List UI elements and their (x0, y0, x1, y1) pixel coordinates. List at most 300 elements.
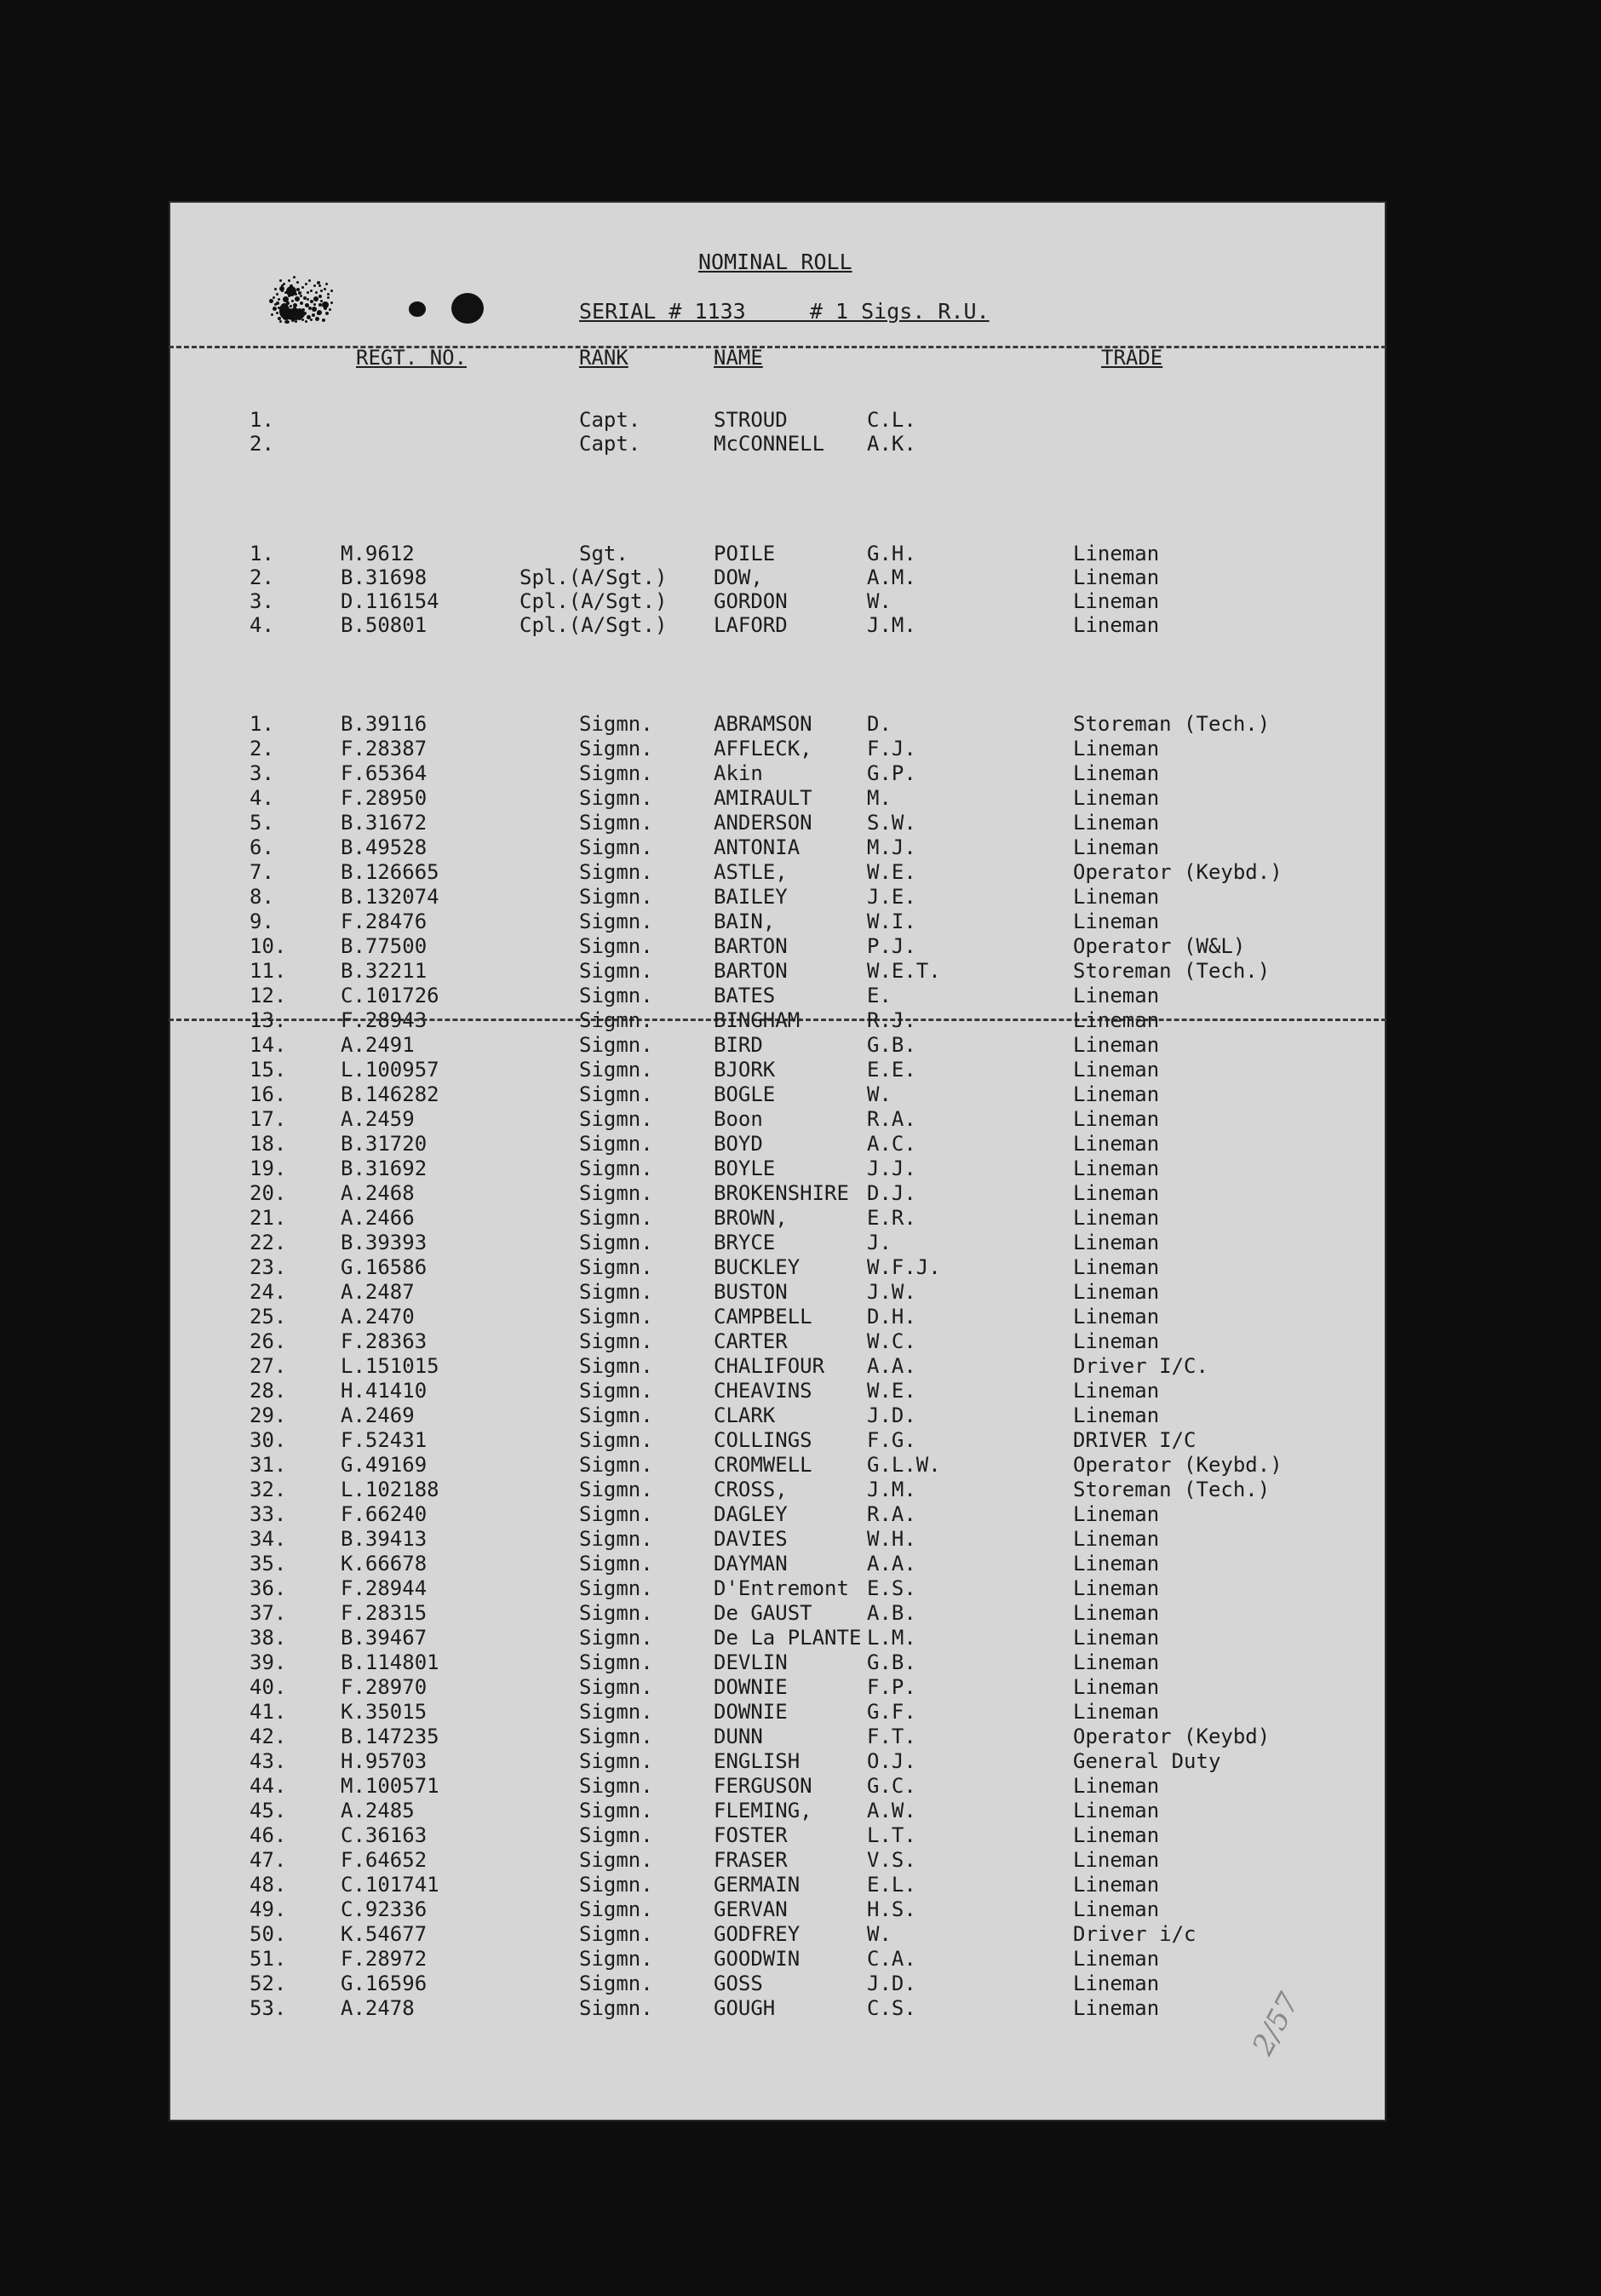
rank: Sigmn. (579, 1453, 653, 1477)
trade: Storeman (Tech.) (1073, 1478, 1271, 1501)
regt-no: B.39413 (341, 1527, 428, 1551)
surname: FLEMING, (714, 1799, 812, 1822)
regt-no: A.2478 (341, 1996, 415, 2020)
rank: Sigmn. (579, 811, 653, 835)
initials: W. (867, 589, 892, 613)
surname: BARTON (714, 934, 788, 958)
regt-no: F.65364 (341, 761, 428, 785)
trade: Operator (Keybd.) (1073, 860, 1283, 884)
regt-no: A.2470 (341, 1305, 415, 1329)
surname: McCONNELL (714, 432, 825, 456)
rank: Sigmn. (579, 1280, 653, 1304)
regt-no: F.28315 (341, 1601, 428, 1625)
table-row (169, 1033, 1386, 1058)
trade: Lineman (1073, 1502, 1160, 1526)
row-number: 13. (250, 1008, 287, 1032)
ink-blot (279, 310, 283, 313)
ink-blot (320, 290, 323, 292)
table-row (169, 1774, 1386, 1799)
row-number: 5. (250, 811, 274, 835)
surname: DAYMAN (714, 1552, 788, 1576)
ink-blot (312, 313, 315, 317)
row-number: 51. (250, 1947, 287, 1971)
ink-blot (290, 305, 292, 307)
regt-no: H.41410 (341, 1379, 428, 1403)
initials: J.D. (867, 1972, 916, 1995)
ink-blot (308, 307, 312, 310)
trade: Lineman (1073, 1527, 1160, 1551)
ink-blot (451, 293, 484, 324)
row-number: 46. (250, 1823, 287, 1847)
initials: M.J. (867, 835, 916, 859)
row-number: 10. (250, 934, 287, 958)
perforation-line (169, 346, 1386, 348)
row-number: 44. (250, 1774, 287, 1798)
table-row (169, 1329, 1386, 1354)
regt-no: M.9612 (341, 542, 415, 565)
ink-blot (313, 296, 318, 301)
row-number: 38. (250, 1626, 287, 1650)
table-row (169, 408, 1386, 433)
row-number: 45. (250, 1799, 287, 1822)
regt-no: A.2487 (341, 1280, 415, 1304)
trade: Driver I/C. (1073, 1354, 1208, 1378)
row-number: 14. (250, 1033, 287, 1057)
rank: Sigmn. (579, 761, 653, 785)
trade: Lineman (1073, 1626, 1160, 1650)
surname: BOYD (714, 1132, 763, 1156)
initials: G.C. (867, 1774, 916, 1798)
ink-blot (301, 286, 304, 289)
initials: R.A. (867, 1502, 916, 1526)
ink-blot (273, 307, 277, 311)
regt-no: F.28944 (341, 1576, 428, 1600)
initials: J.J. (867, 1157, 916, 1180)
row-number: 11. (250, 959, 287, 983)
table-row (169, 959, 1386, 984)
initials: M. (867, 786, 892, 810)
rank: Sigmn. (579, 1799, 653, 1822)
row-number: 2. (250, 737, 274, 761)
row-number: 19. (250, 1157, 287, 1180)
table-row (169, 1576, 1386, 1601)
table-row (169, 786, 1386, 811)
surname: COLLINGS (714, 1428, 812, 1452)
rank: Sgt. (579, 542, 628, 565)
row-number: 40. (250, 1675, 287, 1699)
row-number: 48. (250, 1873, 287, 1897)
ink-blot (325, 283, 328, 285)
initials: G.B. (867, 1650, 916, 1674)
trade: Lineman (1073, 1552, 1160, 1576)
ink-blot (301, 319, 304, 321)
initials: L.M. (867, 1626, 916, 1650)
trade: Lineman (1073, 1008, 1160, 1032)
initials: E.S. (867, 1576, 916, 1600)
table-row (169, 712, 1386, 737)
trade: Lineman (1073, 1700, 1160, 1724)
table-row (169, 860, 1386, 885)
ink-blot (284, 300, 287, 302)
regt-no: A.2469 (341, 1403, 415, 1427)
surname: BAILEY (714, 885, 788, 909)
initials: W. (867, 1082, 892, 1106)
row-number: 31. (250, 1453, 287, 1477)
rank: Sigmn. (579, 984, 653, 1007)
surname: Akin (714, 761, 763, 785)
rank: Sigmn. (579, 1972, 653, 1995)
ink-blot (291, 300, 294, 302)
surname: AFFLECK, (714, 737, 812, 761)
surname: BOGLE (714, 1082, 776, 1106)
trade: Lineman (1073, 1799, 1160, 1822)
surname: CARTER (714, 1329, 788, 1353)
rank: Sigmn. (579, 1527, 653, 1551)
rank: Sigmn. (579, 1403, 653, 1427)
surname: DOW, (714, 565, 763, 589)
rank: Sigmn. (579, 1157, 653, 1180)
initials: J.W. (867, 1280, 916, 1304)
initials: L.T. (867, 1823, 916, 1847)
rank: Sigmn. (579, 1552, 653, 1576)
table-row (169, 1972, 1386, 1996)
surname: BROKENSHIRE (714, 1181, 849, 1205)
surname: BARTON (714, 959, 788, 983)
ink-blot (313, 303, 316, 306)
trade: Lineman (1073, 1823, 1160, 1847)
ink-blot (295, 296, 300, 301)
initials: P.J. (867, 934, 916, 958)
trade: Lineman (1073, 1848, 1160, 1872)
trade: Lineman (1073, 1329, 1160, 1353)
row-number: 18. (250, 1132, 287, 1156)
regt-no: B.39393 (341, 1231, 428, 1254)
surname: CAMPBELL (714, 1305, 812, 1329)
row-number: 41. (250, 1700, 287, 1724)
table-row (169, 613, 1386, 638)
row-number: 1. (250, 542, 274, 565)
ink-blot (283, 307, 286, 310)
initials: G.P. (867, 761, 916, 785)
regt-no: H.95703 (341, 1749, 428, 1773)
ink-blot (278, 307, 280, 309)
table-row (169, 1626, 1386, 1650)
regt-no: A.2485 (341, 1799, 415, 1822)
row-number: 49. (250, 1897, 287, 1921)
surname: DAGLEY (714, 1502, 788, 1526)
ink-blot (327, 296, 330, 299)
trade: Lineman (1073, 1058, 1160, 1082)
regt-no: D.116154 (341, 589, 439, 613)
ink-blot (307, 291, 309, 294)
column-header-rank: RANK (579, 346, 628, 370)
surname: BROWN, (714, 1206, 788, 1230)
ink-blot (296, 281, 299, 284)
ink-blot (274, 288, 277, 290)
initials: J.M. (867, 613, 916, 637)
rank: Sigmn. (579, 1947, 653, 1971)
ink-blot (330, 290, 333, 292)
document-page (169, 201, 1386, 2121)
ink-blot (286, 290, 289, 292)
initials: E. (867, 984, 892, 1007)
rank: Sigmn. (579, 1700, 653, 1724)
row-number: 39. (250, 1650, 287, 1674)
ink-blot (295, 293, 297, 296)
row-number: 28. (250, 1379, 287, 1403)
rank: Sigmn. (579, 1823, 653, 1847)
initials: W.H. (867, 1527, 916, 1551)
rank: Sigmn. (579, 1848, 653, 1872)
rank: Sigmn. (579, 1181, 653, 1205)
row-number: 53. (250, 1996, 287, 2020)
surname: CHALIFOUR (714, 1354, 825, 1378)
row-number: 32. (250, 1478, 287, 1501)
table-row (169, 432, 1386, 456)
regt-no: F.52431 (341, 1428, 428, 1452)
trade: Storeman (Tech.) (1073, 959, 1271, 983)
surname: GOODWIN (714, 1947, 800, 1971)
initials: F.P. (867, 1675, 916, 1699)
regt-no: B.77500 (341, 934, 428, 958)
surname: ABRAMSON (714, 712, 812, 736)
table-row (169, 1403, 1386, 1428)
surname: CHEAVINS (714, 1379, 812, 1403)
surname: DOWNIE (714, 1700, 788, 1724)
surname: LAFORD (714, 613, 788, 637)
regt-no: C.92336 (341, 1897, 428, 1921)
ink-blot (324, 307, 327, 310)
table-row (169, 1231, 1386, 1255)
ink-blot (325, 312, 329, 315)
regt-no: A.2459 (341, 1107, 415, 1131)
rank: Sigmn. (579, 1897, 653, 1921)
row-number: 30. (250, 1428, 287, 1452)
ink-blot (305, 320, 307, 323)
rank: Sigmn. (579, 1206, 653, 1230)
surname: BJORK (714, 1058, 776, 1082)
row-number: 34. (250, 1527, 287, 1551)
rank: Sigmn. (579, 1428, 653, 1452)
rank: Sigmn. (579, 1255, 653, 1279)
row-number: 42. (250, 1725, 287, 1748)
regt-no: F.28972 (341, 1947, 428, 1971)
rank: Sigmn. (579, 1379, 653, 1403)
rank: Sigmn. (579, 1478, 653, 1501)
table-row (169, 1601, 1386, 1626)
regt-no: B.146282 (341, 1082, 439, 1106)
regt-no: B.39116 (341, 712, 428, 736)
rank: Sigmn. (579, 1922, 653, 1946)
regt-no: F.28363 (341, 1329, 428, 1353)
trade: Lineman (1073, 835, 1160, 859)
initials: W. (867, 1922, 892, 1946)
rank: Sigmn. (579, 860, 653, 884)
row-number: 17. (250, 1107, 287, 1131)
surname: STROUD (714, 408, 788, 432)
row-number: 2. (250, 432, 274, 456)
rank: Sigmn. (579, 1354, 653, 1378)
table-row (169, 1181, 1386, 1206)
rank: Sigmn. (579, 712, 653, 736)
table-row (169, 1996, 1386, 2021)
trade: Lineman (1073, 589, 1160, 613)
ink-blot (295, 312, 299, 316)
trade: Lineman (1073, 1996, 1160, 2020)
table-row (169, 1848, 1386, 1873)
ink-blot (271, 313, 273, 316)
surname: Boon (714, 1107, 763, 1131)
ink-blot (296, 288, 300, 291)
regt-no: L.100957 (341, 1058, 439, 1082)
regt-no: B.31692 (341, 1157, 428, 1180)
ink-blot (290, 313, 293, 317)
row-number: 35. (250, 1552, 287, 1576)
initials: W.I. (867, 910, 916, 933)
table-row (169, 1255, 1386, 1280)
regt-no: K.54677 (341, 1922, 428, 1946)
rank: Sigmn. (579, 1107, 653, 1131)
surname: FRASER (714, 1848, 788, 1872)
ink-blot (315, 317, 319, 321)
surname: BATES (714, 984, 776, 1007)
ink-blot (295, 320, 297, 323)
column-header-name: NAME (714, 346, 763, 370)
trade: Lineman (1073, 811, 1160, 835)
trade: Operator (W&L) (1073, 934, 1246, 958)
surname: GERVAN (714, 1897, 788, 1921)
trade: Operator (Keybd.) (1073, 1453, 1283, 1477)
rank: Sigmn. (579, 786, 653, 810)
rank: Sigmn. (579, 1305, 653, 1329)
regt-no: A.2466 (341, 1206, 415, 1230)
rank: Sigmn. (579, 1675, 653, 1699)
rank: Sigmn. (579, 1650, 653, 1674)
ink-blot (288, 308, 290, 311)
table-row (169, 761, 1386, 786)
surname: CLARK (714, 1403, 776, 1427)
ink-blot (283, 283, 285, 285)
initials: D.H. (867, 1305, 916, 1329)
initials: A.B. (867, 1601, 916, 1625)
surname: GORDON (714, 589, 788, 613)
regt-no: F.66240 (341, 1502, 428, 1526)
regt-no: K.35015 (341, 1700, 428, 1724)
table-row (169, 1008, 1386, 1033)
rank: Sigmn. (579, 1058, 653, 1082)
trade: Lineman (1073, 1601, 1160, 1625)
rank: Sigmn. (579, 1774, 653, 1798)
trade: Lineman (1073, 1576, 1160, 1600)
regt-no: C.101726 (341, 984, 439, 1007)
ink-blot (409, 301, 426, 317)
table-row (169, 1206, 1386, 1231)
ink-blot (318, 295, 322, 298)
surname: CROMWELL (714, 1453, 812, 1477)
ink-blot (276, 293, 278, 296)
initials: J.E. (867, 885, 916, 909)
table-row (169, 1058, 1386, 1082)
ink-blot (313, 284, 316, 287)
row-number: 23. (250, 1255, 287, 1279)
regt-no: B.49528 (341, 835, 428, 859)
surname: BUSTON (714, 1280, 788, 1304)
trade: Lineman (1073, 885, 1160, 909)
ink-blot (300, 295, 302, 297)
table-row (169, 589, 1386, 614)
initials: S.W. (867, 811, 916, 835)
ink-blot (320, 300, 323, 302)
ink-blot (312, 307, 317, 312)
table-row (169, 1650, 1386, 1675)
ink-blot (317, 312, 320, 315)
ink-blot (291, 290, 295, 293)
trade: Lineman (1073, 1403, 1160, 1427)
table-row (169, 1897, 1386, 1922)
trade: Lineman (1073, 1650, 1160, 1674)
rank: Cpl.(A/Sgt.) (519, 589, 668, 613)
initials: C.A. (867, 1947, 916, 1971)
rank: Sigmn. (579, 1873, 653, 1897)
ink-blot (330, 301, 333, 304)
initials: V.S. (867, 1848, 916, 1872)
initials: E.R. (867, 1206, 916, 1230)
table-row (169, 1379, 1386, 1403)
rank: Sigmn. (579, 1576, 653, 1600)
row-number: 4. (250, 786, 274, 810)
regt-no: C.101741 (341, 1873, 439, 1897)
rank: Sigmn. (579, 1033, 653, 1057)
surname: FOSTER (714, 1823, 788, 1847)
row-number: 6. (250, 835, 274, 859)
ink-blot (303, 312, 307, 315)
regt-no: B.31698 (341, 565, 428, 589)
table-row (169, 1947, 1386, 1972)
surname: POILE (714, 542, 776, 565)
table-row (169, 1675, 1386, 1700)
surname: De La PLANTE (714, 1626, 862, 1650)
initials: G.H. (867, 542, 916, 565)
regt-no: L.151015 (341, 1354, 439, 1378)
table-row (169, 1082, 1386, 1107)
regt-no: G.16596 (341, 1972, 428, 1995)
row-number: 21. (250, 1206, 287, 1230)
trade: Lineman (1073, 613, 1160, 637)
initials: R.A. (867, 1107, 916, 1131)
rank: Sigmn. (579, 1082, 653, 1106)
trade: Lineman (1073, 1873, 1160, 1897)
rank: Sigmn. (579, 1329, 653, 1353)
table-row (169, 1873, 1386, 1897)
trade: Lineman (1073, 1082, 1160, 1106)
trade: Lineman (1073, 984, 1160, 1007)
ink-blot (278, 298, 280, 301)
row-number: 43. (250, 1749, 287, 1773)
surname: DAVIES (714, 1527, 788, 1551)
ink-blot (276, 312, 278, 314)
trade: Lineman (1073, 1280, 1160, 1304)
rank: Cpl.(A/Sgt.) (519, 613, 668, 637)
initials: G.F. (867, 1700, 916, 1724)
table-row (169, 1305, 1386, 1329)
ink-blot (290, 284, 293, 288)
row-number: 8. (250, 885, 274, 909)
surname: GOSS (714, 1972, 763, 1995)
trade: DRIVER I/C (1073, 1428, 1196, 1452)
surname: FERGUSON (714, 1774, 812, 1798)
rank: Sigmn. (579, 1749, 653, 1773)
row-number: 29. (250, 1403, 287, 1427)
